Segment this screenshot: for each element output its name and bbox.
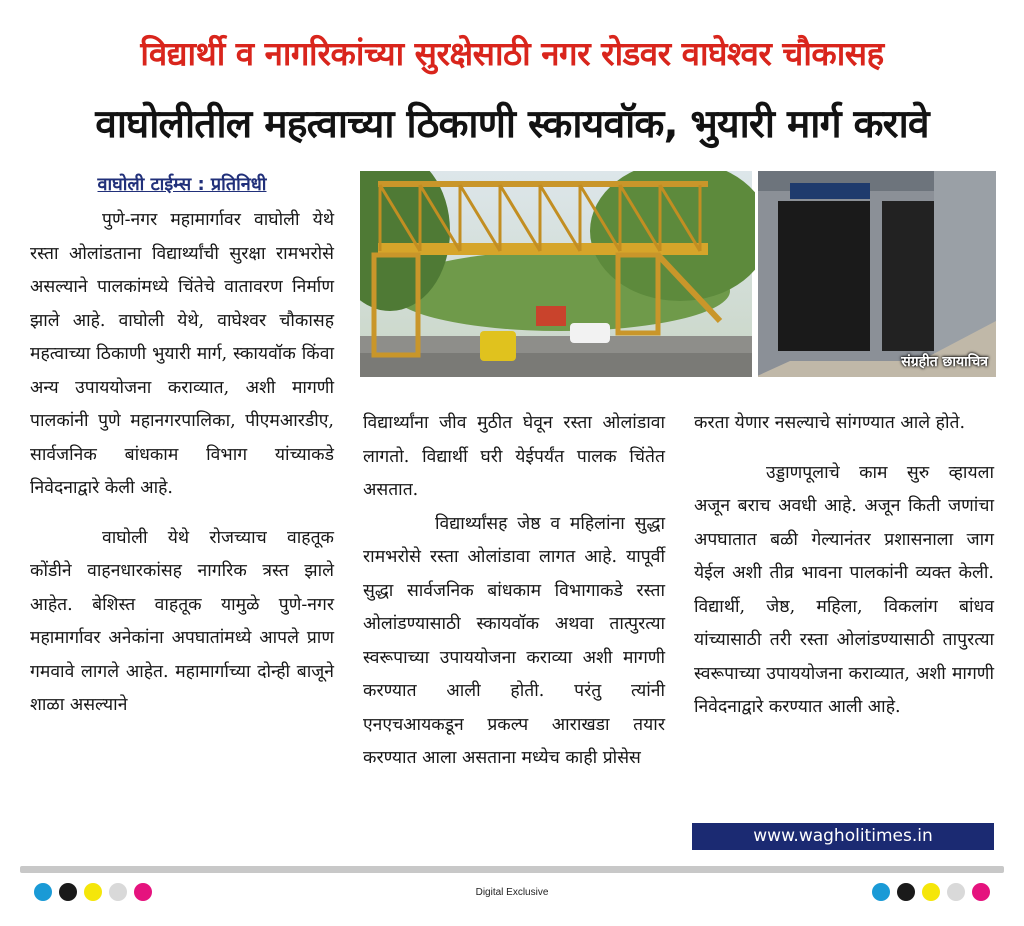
registration-dot bbox=[922, 883, 940, 901]
paragraph: विद्यार्थ्यांसह जेष्ठ व महिलांना सुद्धा रामभरोसे रस्ता ओलांडावा लागत आहे. यापूर्वी सुद्धा सार्वजनिक बांधकाम विभागाकडे रस्ता ओलांडण्यासाठी स्कायवॉक अथवा तात्पुरत्या स्वरूपाच्या उपाययोजना कराव्या अशी मागणी करण्यात आली होती. परंतु त्यांनी एनएचआयकडून प्रकल्प आराखडा तयार करण्यात आला असताना मध्येच काही प्रोसेस bbox=[363, 513, 665, 768]
article-column-2 bbox=[363, 407, 665, 776]
registration-marks-right bbox=[872, 883, 990, 901]
registration-dot bbox=[947, 883, 965, 901]
byline: वाघोली टाईम्स : प्रतिनिधी bbox=[97, 174, 267, 195]
paragraph: उड्डाणपूलाचे काम सुरु व्हायला अजून बराच अवधी आहे. अजून किती जणांचा अपघातात बळी गेल्यानंतर प्रशासनाला जाग येईल अशी तीव्र भावना पालकांनी व्यक्त केली. विद्यार्थी, जेष्ठ, महिला, विकलांग बांधव यांच्यासाठी तरी रस्ता ओलांडण्यासाठी तापुरत्या स्वरूपाच्या उपाययोजना कराव्यात, अशी मागणी निवेदनाद्वारे करण्यात आली आहे. bbox=[694, 462, 994, 717]
photo-caption: संग्रहीत छायाचित्र bbox=[901, 354, 988, 370]
news-photo bbox=[360, 171, 996, 377]
article-column-3 bbox=[694, 407, 994, 725]
paragraph: विद्यार्थ्यांना जीव मुठीत घेवून रस्ता ओलांडावा लागतो. विद्यार्थी घरी येईपर्यंत पालक चिंतेत असतात. bbox=[363, 413, 665, 500]
footer-label: Digital Exclusive bbox=[475, 887, 549, 898]
registration-dot bbox=[872, 883, 890, 901]
paragraph: करता येणार नसल्याचे सांगण्यात आले होते. bbox=[694, 413, 966, 433]
registration-dot bbox=[972, 883, 990, 901]
skywalk-bridge-photo bbox=[360, 171, 996, 377]
paragraph: वाघोली येथे रोजच्याच वाहतूक कोंडीने वाहनधारकांसह नागरिक त्रस्त झाले आहेत. बेशिस्त वाहतूक यामुळे पुणे-नगर महामार्गावर अनेकांना अपघातांमध्ये आपले प्राण गमवावे लागले आहेत. महामार्गाच्या दोन्ही बाजूने शाळा असल्याने bbox=[30, 527, 334, 715]
footer-divider bbox=[20, 866, 1004, 873]
article-column-1 bbox=[30, 204, 334, 723]
headline-line-2: वाघोलीतील महत्वाच्या ठिकाणी स्कायवॉक, भुयारी मार्ग करावे bbox=[95, 102, 929, 147]
headline-line-1: विद्यार्थी व नागरिकांच्या सुरक्षेसाठी नगर रोडवर वाघेश्वर चौकासह bbox=[140, 34, 884, 73]
registration-dot bbox=[897, 883, 915, 901]
paragraph: पुणे-नगर महामार्गावर वाघोली येथे रस्ता ओलांडताना विद्यार्थ्यांची सुरक्षा रामभरोसे असल्याने पालकांमध्ये चिंतेचे वातावरण निर्माण झाले आहे. वाघोली येथे, वाघेश्वर चौकासह महत्वाच्या ठिकाणी भुयारी मार्ग, स्कायवॉक किंवा अन्य उपाययोजना कराव्यात, अशी मागणी पालकांनी पुणे महानगरपालिका, पीएमआरडीए, सार्वजनिक बांधकाम विभाग यांच्याकडे निवेदनाद्वारे केली आहे. bbox=[30, 210, 334, 498]
website-link[interactable]: www.wagholitimes.in bbox=[692, 823, 994, 850]
